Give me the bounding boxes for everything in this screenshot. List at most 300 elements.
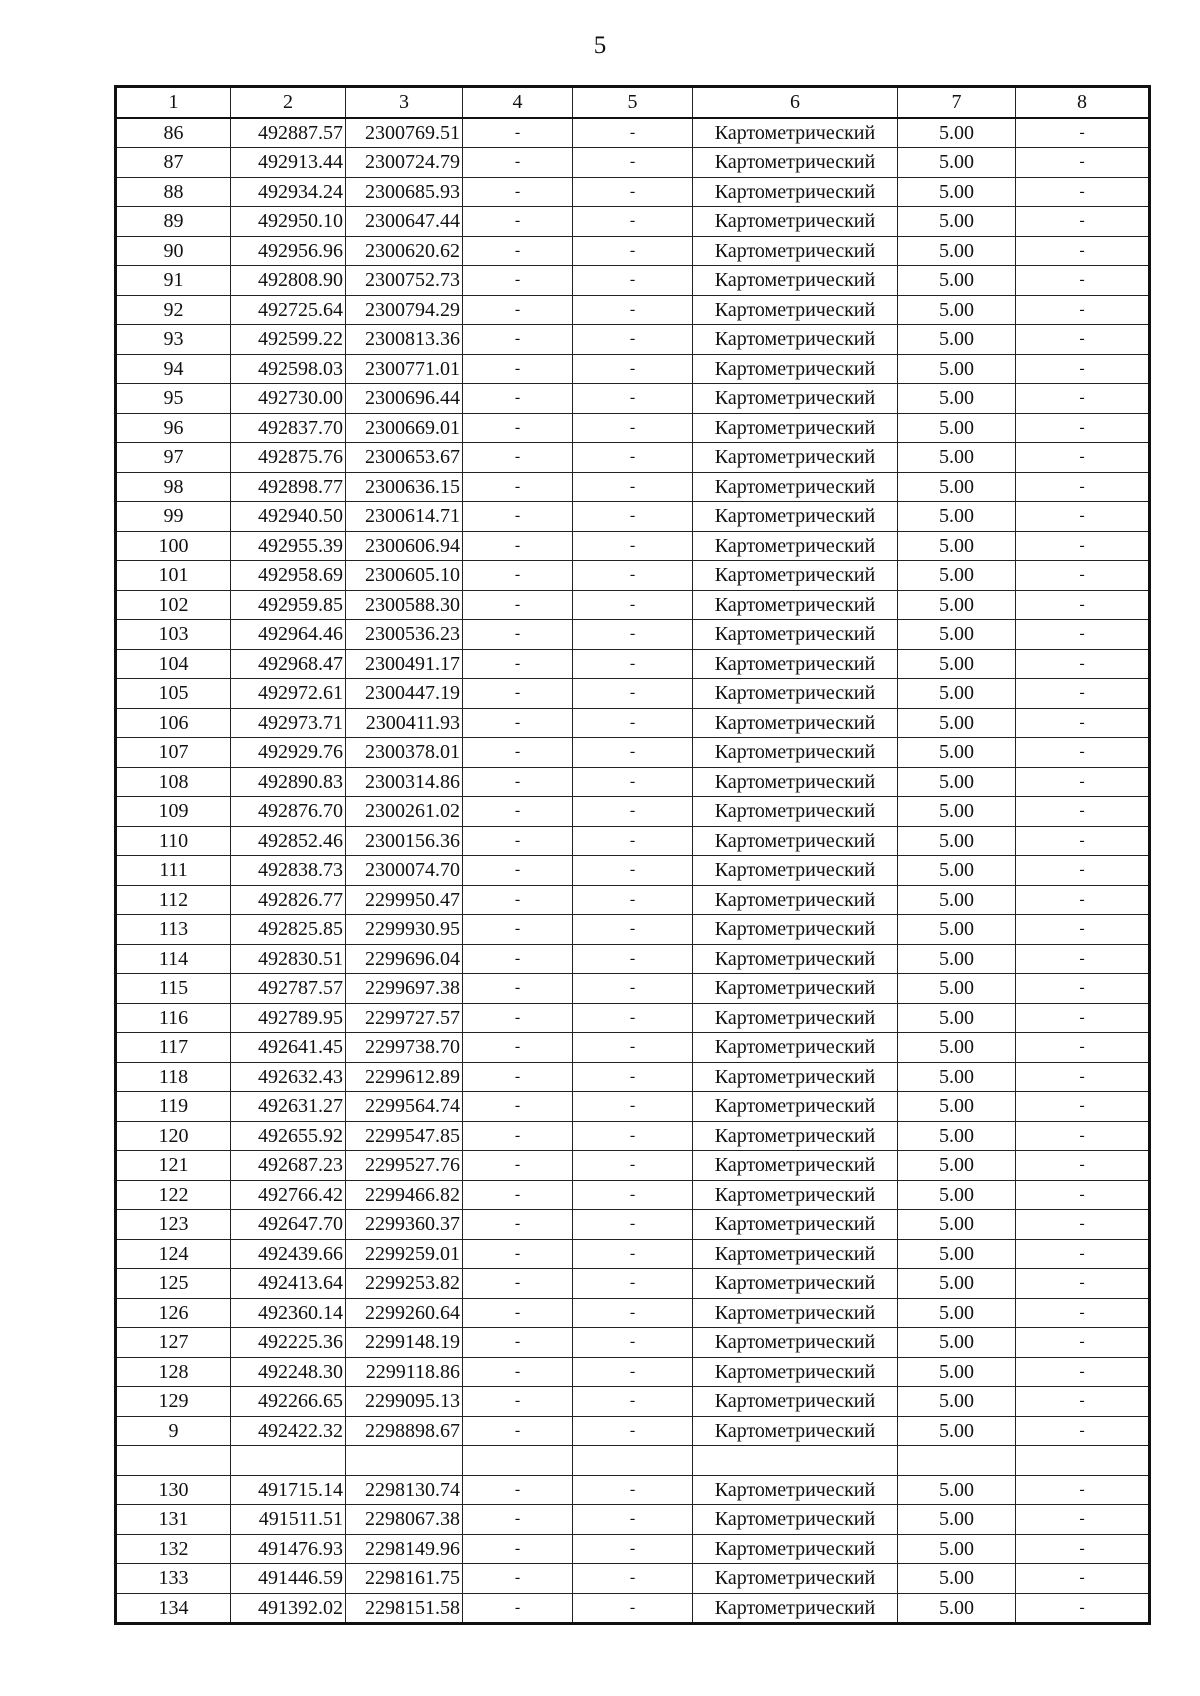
accuracy-cell: 5.00	[898, 561, 1016, 591]
x-coordinate-cell: 492730.00	[231, 384, 346, 414]
column-4-cell: -	[463, 148, 573, 178]
y-coordinate-cell	[346, 1446, 463, 1476]
column-8-cell: -	[1016, 207, 1150, 237]
column-4-cell: -	[463, 1475, 573, 1505]
point-number-cell: 99	[116, 502, 231, 532]
y-coordinate-cell: 2300261.02	[346, 797, 463, 827]
table-row	[116, 118, 1150, 148]
x-coordinate-cell: 491715.14	[231, 1475, 346, 1505]
column-4-cell: -	[463, 1534, 573, 1564]
table-row	[116, 1593, 1150, 1624]
column-5-cell: -	[573, 1357, 693, 1387]
accuracy-cell: 5.00	[898, 295, 1016, 325]
method-cell: Картометрический	[693, 207, 898, 237]
column-8-cell: -	[1016, 1328, 1150, 1358]
method-cell: Картометрический	[693, 118, 898, 148]
column-5-cell: -	[573, 1564, 693, 1594]
accuracy-cell: 5.00	[898, 1121, 1016, 1151]
column-4-cell: -	[463, 1239, 573, 1269]
method-cell: Картометрический	[693, 649, 898, 679]
column-4-cell: -	[463, 1180, 573, 1210]
column-8-cell: -	[1016, 177, 1150, 207]
method-cell: Картометрический	[693, 1239, 898, 1269]
accuracy-cell: 5.00	[898, 1151, 1016, 1181]
y-coordinate-cell: 2300620.62	[346, 236, 463, 266]
column-8-cell: -	[1016, 1092, 1150, 1122]
column-4-cell: -	[463, 915, 573, 945]
column-8-cell: -	[1016, 797, 1150, 827]
column-8-cell: -	[1016, 1003, 1150, 1033]
column-4-cell: -	[463, 826, 573, 856]
method-cell: Картометрический	[693, 1534, 898, 1564]
point-number-cell: 109	[116, 797, 231, 827]
point-number-cell: 114	[116, 944, 231, 974]
method-cell: Картометрический	[693, 1003, 898, 1033]
accuracy-cell: 5.00	[898, 148, 1016, 178]
accuracy-cell: 5.00	[898, 708, 1016, 738]
column-8-cell: -	[1016, 1298, 1150, 1328]
method-cell: Картометрический	[693, 148, 898, 178]
column-4-cell: -	[463, 1593, 573, 1624]
accuracy-cell: 5.00	[898, 1357, 1016, 1387]
column-8-cell: -	[1016, 915, 1150, 945]
y-coordinate-cell: 2299148.19	[346, 1328, 463, 1358]
point-number-cell: 126	[116, 1298, 231, 1328]
point-number-cell: 104	[116, 649, 231, 679]
column-8-cell: -	[1016, 295, 1150, 325]
point-number-cell: 118	[116, 1062, 231, 1092]
method-cell: Картометрический	[693, 885, 898, 915]
column-4-cell: -	[463, 384, 573, 414]
x-coordinate-cell: 492826.77	[231, 885, 346, 915]
column-4-cell: -	[463, 944, 573, 974]
column-4-cell: -	[463, 502, 573, 532]
column-8-cell: -	[1016, 1210, 1150, 1240]
page-number: 5	[593, 32, 607, 59]
accuracy-cell: 5.00	[898, 885, 1016, 915]
table-row	[116, 649, 1150, 679]
column-5-cell: -	[573, 413, 693, 443]
accuracy-cell: 5.00	[898, 1092, 1016, 1122]
column-5-cell: -	[573, 1180, 693, 1210]
y-coordinate-cell: 2300771.01	[346, 354, 463, 384]
accuracy-cell: 5.00	[898, 266, 1016, 296]
column-8-cell: -	[1016, 1151, 1150, 1181]
column-5-cell: -	[573, 1092, 693, 1122]
column-4-cell: -	[463, 1062, 573, 1092]
point-number-cell: 107	[116, 738, 231, 768]
column-5-cell: -	[573, 1121, 693, 1151]
accuracy-cell: 5.00	[898, 797, 1016, 827]
column-5-cell: -	[573, 1003, 693, 1033]
method-cell: Картометрический	[693, 679, 898, 709]
accuracy-cell: 5.00	[898, 738, 1016, 768]
point-number-cell: 102	[116, 590, 231, 620]
x-coordinate-cell: 492898.77	[231, 472, 346, 502]
table-row	[116, 1446, 1150, 1476]
column-5-cell: -	[573, 679, 693, 709]
table-row	[116, 148, 1150, 178]
point-number-cell: 119	[116, 1092, 231, 1122]
y-coordinate-cell: 2300696.44	[346, 384, 463, 414]
method-cell: Картометрический	[693, 443, 898, 473]
column-header: 7	[898, 87, 1016, 118]
table-row	[116, 1505, 1150, 1535]
x-coordinate-cell: 492852.46	[231, 826, 346, 856]
table-row	[116, 502, 1150, 532]
column-4-cell: -	[463, 266, 573, 296]
point-number-cell: 88	[116, 177, 231, 207]
accuracy-cell: 5.00	[898, 325, 1016, 355]
accuracy-cell: 5.00	[898, 1475, 1016, 1505]
table-row	[116, 1416, 1150, 1446]
method-cell: Картометрический	[693, 531, 898, 561]
column-8-cell: -	[1016, 472, 1150, 502]
y-coordinate-cell: 2298151.58	[346, 1593, 463, 1624]
table-row	[116, 1033, 1150, 1063]
x-coordinate-cell: 492725.64	[231, 295, 346, 325]
y-coordinate-cell: 2300314.86	[346, 767, 463, 797]
y-coordinate-cell: 2300685.93	[346, 177, 463, 207]
x-coordinate-cell: 492422.32	[231, 1416, 346, 1446]
column-5-cell: -	[573, 118, 693, 148]
method-cell: Картометрический	[693, 1505, 898, 1535]
method-cell: Картометрический	[693, 1269, 898, 1299]
table-row	[116, 679, 1150, 709]
table-body	[116, 87, 1150, 1624]
x-coordinate-cell: 492825.85	[231, 915, 346, 945]
accuracy-cell: 5.00	[898, 207, 1016, 237]
point-number-cell: 111	[116, 856, 231, 886]
method-cell: Картометрический	[693, 1416, 898, 1446]
column-4-cell: -	[463, 856, 573, 886]
column-5-cell: -	[573, 1151, 693, 1181]
method-cell: Картометрический	[693, 974, 898, 1004]
table-row	[116, 915, 1150, 945]
column-4-cell: -	[463, 885, 573, 915]
column-4-cell: -	[463, 649, 573, 679]
y-coordinate-cell: 2300411.93	[346, 708, 463, 738]
accuracy-cell: 5.00	[898, 177, 1016, 207]
column-4-cell: -	[463, 1121, 573, 1151]
column-5-cell: -	[573, 1298, 693, 1328]
column-4-cell: -	[463, 1151, 573, 1181]
point-number-cell: 123	[116, 1210, 231, 1240]
y-coordinate-cell: 2300669.01	[346, 413, 463, 443]
point-number-cell: 128	[116, 1357, 231, 1387]
x-coordinate-cell: 492929.76	[231, 738, 346, 768]
point-number-cell: 100	[116, 531, 231, 561]
x-coordinate-cell: 492876.70	[231, 797, 346, 827]
point-number-cell: 90	[116, 236, 231, 266]
accuracy-cell: 5.00	[898, 1534, 1016, 1564]
column-5-cell: -	[573, 649, 693, 679]
column-4-cell: -	[463, 561, 573, 591]
y-coordinate-cell: 2298161.75	[346, 1564, 463, 1594]
column-8-cell: -	[1016, 118, 1150, 148]
column-8-cell: -	[1016, 620, 1150, 650]
column-8-cell: -	[1016, 1416, 1150, 1446]
column-5-cell: -	[573, 590, 693, 620]
y-coordinate-cell: 2299118.86	[346, 1357, 463, 1387]
column-header: 6	[693, 87, 898, 118]
column-5-cell: -	[573, 856, 693, 886]
column-4-cell: -	[463, 1357, 573, 1387]
y-coordinate-cell: 2299360.37	[346, 1210, 463, 1240]
x-coordinate-cell: 492955.39	[231, 531, 346, 561]
x-coordinate-cell: 492972.61	[231, 679, 346, 709]
x-coordinate-cell: 492875.76	[231, 443, 346, 473]
table-row	[116, 472, 1150, 502]
column-5-cell: -	[573, 1534, 693, 1564]
column-8-cell: -	[1016, 944, 1150, 974]
column-4-cell: -	[463, 325, 573, 355]
point-number-cell: 110	[116, 826, 231, 856]
y-coordinate-cell: 2299727.57	[346, 1003, 463, 1033]
x-coordinate-cell: 492950.10	[231, 207, 346, 237]
x-coordinate-cell: 492360.14	[231, 1298, 346, 1328]
method-cell: Картометрический	[693, 590, 898, 620]
x-coordinate-cell: 492647.70	[231, 1210, 346, 1240]
column-4-cell: -	[463, 1387, 573, 1417]
x-coordinate-cell: 492837.70	[231, 413, 346, 443]
y-coordinate-cell: 2300653.67	[346, 443, 463, 473]
column-4-cell: -	[463, 767, 573, 797]
x-coordinate-cell: 492934.24	[231, 177, 346, 207]
accuracy-cell: 5.00	[898, 826, 1016, 856]
column-8-cell: -	[1016, 384, 1150, 414]
column-4-cell: -	[463, 974, 573, 1004]
table-row	[116, 797, 1150, 827]
column-8-cell: -	[1016, 266, 1150, 296]
accuracy-cell: 5.00	[898, 944, 1016, 974]
table-row	[116, 1210, 1150, 1240]
y-coordinate-cell: 2300724.79	[346, 148, 463, 178]
y-coordinate-cell: 2299612.89	[346, 1062, 463, 1092]
column-4-cell: -	[463, 1564, 573, 1594]
accuracy-cell: 5.00	[898, 1416, 1016, 1446]
table-row	[116, 413, 1150, 443]
table-row	[116, 1564, 1150, 1594]
y-coordinate-cell: 2299259.01	[346, 1239, 463, 1269]
x-coordinate-cell: 492887.57	[231, 118, 346, 148]
method-cell: Картометрический	[693, 620, 898, 650]
table-row	[116, 443, 1150, 473]
method-cell: Картометрический	[693, 413, 898, 443]
y-coordinate-cell: 2299696.04	[346, 944, 463, 974]
accuracy-cell: 5.00	[898, 1387, 1016, 1417]
table-row	[116, 1387, 1150, 1417]
table-row	[116, 974, 1150, 1004]
accuracy-cell: 5.00	[898, 1180, 1016, 1210]
y-coordinate-cell: 2300447.19	[346, 679, 463, 709]
accuracy-cell: 5.00	[898, 354, 1016, 384]
method-cell: Картометрический	[693, 1210, 898, 1240]
accuracy-cell: 5.00	[898, 1269, 1016, 1299]
accuracy-cell: 5.00	[898, 1298, 1016, 1328]
column-8-cell: -	[1016, 443, 1150, 473]
accuracy-cell: 5.00	[898, 118, 1016, 148]
column-4-cell: -	[463, 679, 573, 709]
x-coordinate-cell: 491446.59	[231, 1564, 346, 1594]
accuracy-cell: 5.00	[898, 443, 1016, 473]
table-row	[116, 1180, 1150, 1210]
table-row	[116, 325, 1150, 355]
column-8-cell: -	[1016, 1593, 1150, 1624]
column-8-cell: -	[1016, 649, 1150, 679]
table-row	[116, 384, 1150, 414]
table-row	[116, 738, 1150, 768]
column-8-cell	[1016, 1446, 1150, 1476]
column-4-cell: -	[463, 207, 573, 237]
x-coordinate-cell: 492598.03	[231, 354, 346, 384]
point-number-cell: 129	[116, 1387, 231, 1417]
column-5-cell: -	[573, 885, 693, 915]
x-coordinate-cell: 492641.45	[231, 1033, 346, 1063]
x-coordinate-cell: 491392.02	[231, 1593, 346, 1624]
y-coordinate-cell: 2299095.13	[346, 1387, 463, 1417]
column-5-cell: -	[573, 1269, 693, 1299]
y-coordinate-cell: 2299564.74	[346, 1092, 463, 1122]
accuracy-cell: 5.00	[898, 502, 1016, 532]
column-8-cell: -	[1016, 974, 1150, 1004]
column-8-cell: -	[1016, 236, 1150, 266]
method-cell: Картометрический	[693, 1328, 898, 1358]
column-5-cell: -	[573, 207, 693, 237]
column-5-cell: -	[573, 1475, 693, 1505]
point-number-cell: 125	[116, 1269, 231, 1299]
column-8-cell: -	[1016, 1239, 1150, 1269]
column-5-cell: -	[573, 826, 693, 856]
y-coordinate-cell: 2300378.01	[346, 738, 463, 768]
y-coordinate-cell: 2299930.95	[346, 915, 463, 945]
table-row	[116, 561, 1150, 591]
table-row	[116, 354, 1150, 384]
point-number-cell: 134	[116, 1593, 231, 1624]
table-row	[116, 1003, 1150, 1033]
column-5-cell: -	[573, 177, 693, 207]
column-8-cell: -	[1016, 1387, 1150, 1417]
x-coordinate-cell: 492655.92	[231, 1121, 346, 1151]
column-8-cell: -	[1016, 826, 1150, 856]
table-row	[116, 177, 1150, 207]
table-row	[116, 1239, 1150, 1269]
table-row	[116, 1151, 1150, 1181]
column-8-cell: -	[1016, 531, 1150, 561]
column-4-cell: -	[463, 797, 573, 827]
accuracy-cell: 5.00	[898, 679, 1016, 709]
x-coordinate-cell: 492225.36	[231, 1328, 346, 1358]
x-coordinate-cell: 492687.23	[231, 1151, 346, 1181]
x-coordinate-cell: 492413.64	[231, 1269, 346, 1299]
x-coordinate-cell: 492959.85	[231, 590, 346, 620]
column-4-cell: -	[463, 472, 573, 502]
table-row	[116, 1475, 1150, 1505]
column-4-cell: -	[463, 177, 573, 207]
point-number-cell: 89	[116, 207, 231, 237]
column-8-cell: -	[1016, 1180, 1150, 1210]
point-number-cell: 105	[116, 679, 231, 709]
x-coordinate-cell: 492940.50	[231, 502, 346, 532]
column-4-cell: -	[463, 1416, 573, 1446]
column-5-cell: -	[573, 620, 693, 650]
method-cell: Картометрический	[693, 295, 898, 325]
accuracy-cell: 5.00	[898, 1003, 1016, 1033]
y-coordinate-cell: 2300588.30	[346, 590, 463, 620]
column-4-cell: -	[463, 118, 573, 148]
column-header: 3	[346, 87, 463, 118]
accuracy-cell: 5.00	[898, 1033, 1016, 1063]
table-row	[116, 1534, 1150, 1564]
method-cell	[693, 1446, 898, 1476]
method-cell: Картометрический	[693, 1180, 898, 1210]
table-row	[116, 767, 1150, 797]
method-cell: Картометрический	[693, 1357, 898, 1387]
table-row	[116, 1121, 1150, 1151]
method-cell: Картометрический	[693, 236, 898, 266]
column-4-cell: -	[463, 1003, 573, 1033]
table-row	[116, 266, 1150, 296]
column-4-cell: -	[463, 738, 573, 768]
point-number-cell: 106	[116, 708, 231, 738]
x-coordinate-cell: 492766.42	[231, 1180, 346, 1210]
x-coordinate-cell: 492787.57	[231, 974, 346, 1004]
column-4-cell: -	[463, 1269, 573, 1299]
table-row	[116, 1092, 1150, 1122]
method-cell: Картометрический	[693, 1151, 898, 1181]
y-coordinate-cell: 2300614.71	[346, 502, 463, 532]
column-8-cell: -	[1016, 1564, 1150, 1594]
x-coordinate-cell: 492830.51	[231, 944, 346, 974]
y-coordinate-cell: 2300752.73	[346, 266, 463, 296]
method-cell: Картометрический	[693, 738, 898, 768]
column-4-cell: -	[463, 1505, 573, 1535]
column-4-cell: -	[463, 1092, 573, 1122]
y-coordinate-cell: 2300813.36	[346, 325, 463, 355]
method-cell: Картометрический	[693, 1564, 898, 1594]
point-number-cell: 124	[116, 1239, 231, 1269]
column-8-cell: -	[1016, 767, 1150, 797]
column-8-cell: -	[1016, 1357, 1150, 1387]
column-8-cell: -	[1016, 148, 1150, 178]
column-5-cell: -	[573, 974, 693, 1004]
column-4-cell: -	[463, 354, 573, 384]
point-number-cell: 112	[116, 885, 231, 915]
column-8-cell: -	[1016, 354, 1150, 384]
point-number-cell: 108	[116, 767, 231, 797]
column-8-cell: -	[1016, 1475, 1150, 1505]
column-5-cell: -	[573, 1062, 693, 1092]
method-cell: Картометрический	[693, 826, 898, 856]
point-number-cell: 94	[116, 354, 231, 384]
y-coordinate-cell: 2298067.38	[346, 1505, 463, 1535]
method-cell: Картометрический	[693, 177, 898, 207]
column-5-cell: -	[573, 472, 693, 502]
x-coordinate-cell: 492632.43	[231, 1062, 346, 1092]
table-row	[116, 885, 1150, 915]
point-number-cell: 115	[116, 974, 231, 1004]
column-5-cell: -	[573, 915, 693, 945]
table-row	[116, 236, 1150, 266]
accuracy-cell: 5.00	[898, 1564, 1016, 1594]
column-4-cell: -	[463, 413, 573, 443]
x-coordinate-cell: 492439.66	[231, 1239, 346, 1269]
x-coordinate-cell	[231, 1446, 346, 1476]
column-5-cell: -	[573, 443, 693, 473]
method-cell: Картометрический	[693, 797, 898, 827]
accuracy-cell: 5.00	[898, 974, 1016, 1004]
column-5-cell: -	[573, 738, 693, 768]
